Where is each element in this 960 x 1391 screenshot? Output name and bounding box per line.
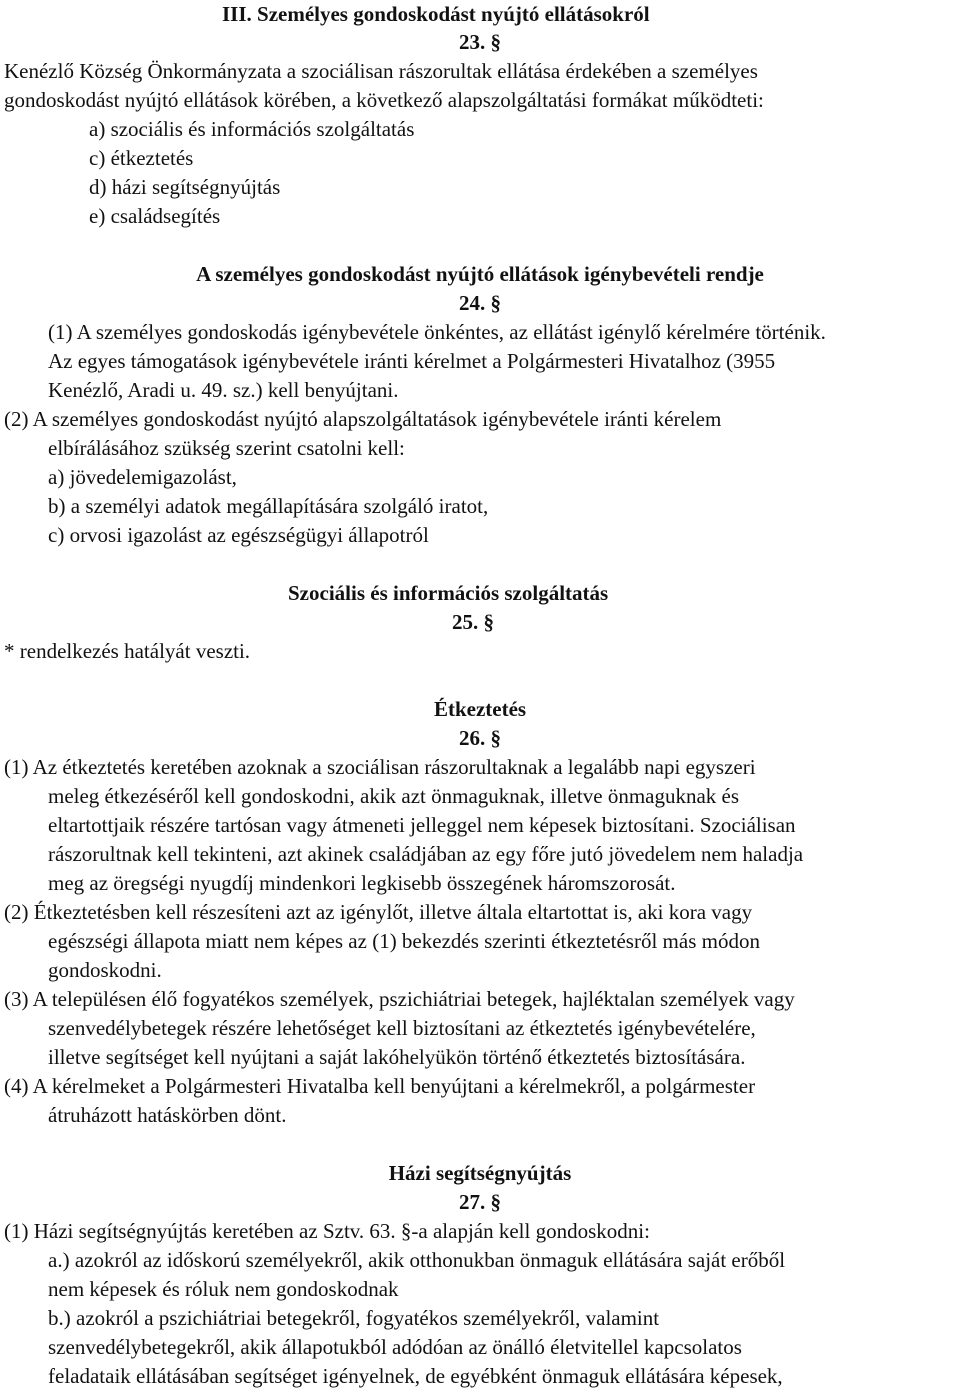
attachment-item: a) jövedelemigazolást,	[48, 465, 237, 489]
part-title: III. Személyes gondoskodást nyújtó ellátásokról	[222, 2, 650, 26]
section-27-heading: Házi segítségnyújtás	[388, 1161, 572, 1185]
section-24-p1-line1: (1) A személyes gondoskodás igénybevétele önkéntes, az ellátást igénylő kérelmére történik.	[48, 320, 826, 344]
service-item: c) étkeztetés	[89, 146, 194, 170]
section-26-p1-line4: rászorultnak kell tekinteni, azt akinek családjában az egy főre jutó jövedelem nem haladja	[48, 842, 804, 866]
section-24-p2-line2: elbírálásához szükség szerint csatolni kell:	[48, 436, 405, 460]
section-23-intro-line2: gondoskodást nyújtó ellátások körében, a következő alapszolgáltatási formákat működteti:	[4, 88, 764, 112]
section-26-number: 26. §	[459, 726, 501, 750]
section-26-p3-line1: (3) A településen élő fogyatékos személyek, pszichiátriai betegek, hajléktalan személyek vagy	[4, 987, 795, 1011]
section-27-b-line1: b.) azokról a pszichiátriai betegekről, fogyatékos személyekről, valamint	[48, 1306, 660, 1330]
section-27-a-line1: a.) azokról az időskorú személyekről, akik otthonukban önmaguk ellátására saját erőből	[48, 1248, 786, 1272]
repealed-note: * rendelkezés hatályát veszti.	[4, 639, 251, 663]
section-25-number: 25. §	[452, 610, 494, 634]
service-item: e) családsegítés	[89, 204, 221, 228]
attachment-item: c) orvosi igazolást az egészségügyi állapotról	[48, 523, 429, 547]
section-26-p4-line2: átruházott hatáskörben dönt.	[48, 1103, 287, 1127]
section-26-p2-line2: egészségi állapota miatt nem képes az (1) bekezdés szerinti étkeztetésről más módon	[48, 929, 760, 953]
section-26-p2-line1: (2) Étkeztetésben kell részesíteni azt az igénylőt, illetve általa eltartottat is, aki kora vagy	[4, 900, 753, 924]
section-23-number: 23. §	[459, 30, 501, 54]
section-26-p1-line1: (1) Az étkeztetés keretében azoknak a szociálisan rászorultaknak a legalább napi egyszeri	[4, 755, 756, 779]
section-24-heading: A személyes gondoskodást nyújtó ellátások igénybevételi rendje	[196, 262, 764, 286]
section-26-p4-line1: (4) A kérelmeket a Polgármesteri Hivatalba kell benyújtani a kérelmekről, a polgármester	[4, 1074, 756, 1098]
section-24-number: 24. §	[459, 291, 501, 315]
section-26-p3-line3: illetve segítséget kell nyújtani a saját lakóhelyükön történő étkeztetés biztosítására.	[48, 1045, 746, 1069]
section-25-heading: Szociális és információs szolgáltatás	[288, 581, 609, 605]
section-27-b-line3: feladataik ellátásában segítséget igényelnek, de egyébként önmaguk ellátására képesek,	[48, 1364, 783, 1388]
section-27-b-line2: szenvedélybetegekről, akik állapotukból adódóan az önálló életvitellel kapcsolatos	[48, 1335, 742, 1359]
section-26-p1-line2: meleg étkezéséről kell gondoskodni, akik azt önmaguknak, illetve önmaguknak és	[48, 784, 740, 808]
section-26-p1-line5: meg az öregségi nyugdíj mindenkori legkisebb összegének háromszorosát.	[48, 871, 676, 895]
section-26-p1-line3: eltartottjaik részére tartósan vagy átmeneti jelleggel nem képesek biztosítani. Szociálisan	[48, 813, 796, 837]
section-26-p2-line3: gondoskodni.	[48, 958, 162, 982]
section-27-p1-line1: (1) Házi segítségnyújtás keretében az Sztv. 63. §-a alapján kell gondoskodni:	[4, 1219, 650, 1243]
service-item: d) házi segítségnyújtás	[89, 175, 281, 199]
service-item: a) szociális és információs szolgáltatás	[89, 117, 415, 141]
section-24-p2-line1: (2) A személyes gondoskodást nyújtó alapszolgáltatások igénybevétele iránti kérelem	[4, 407, 722, 431]
section-24-p1-line3: Kenézlő, Aradi u. 49. sz.) kell benyújtani.	[48, 378, 399, 402]
section-26-heading: Étkeztetés	[433, 697, 527, 721]
section-24-p1-line2: Az egyes támogatások igénybevétele iránti kérelmet a Polgármesteri Hivatalhoz (3955	[48, 349, 776, 373]
section-23-intro-line1: Kenézlő Község Önkormányzata a szociálisan rászorultak ellátása érdekében a személyes	[4, 59, 758, 83]
section-27-a-line2: nem képesek és róluk nem gondoskodnak	[48, 1277, 399, 1301]
attachment-item: b) a személyi adatok megállapítására szolgáló iratot,	[48, 494, 489, 518]
section-26-p3-line2: szenvedélybetegek részére lehetőséget kell biztosítani az étkeztetés igénybevételére,	[48, 1016, 756, 1040]
section-27-number: 27. §	[459, 1190, 501, 1214]
